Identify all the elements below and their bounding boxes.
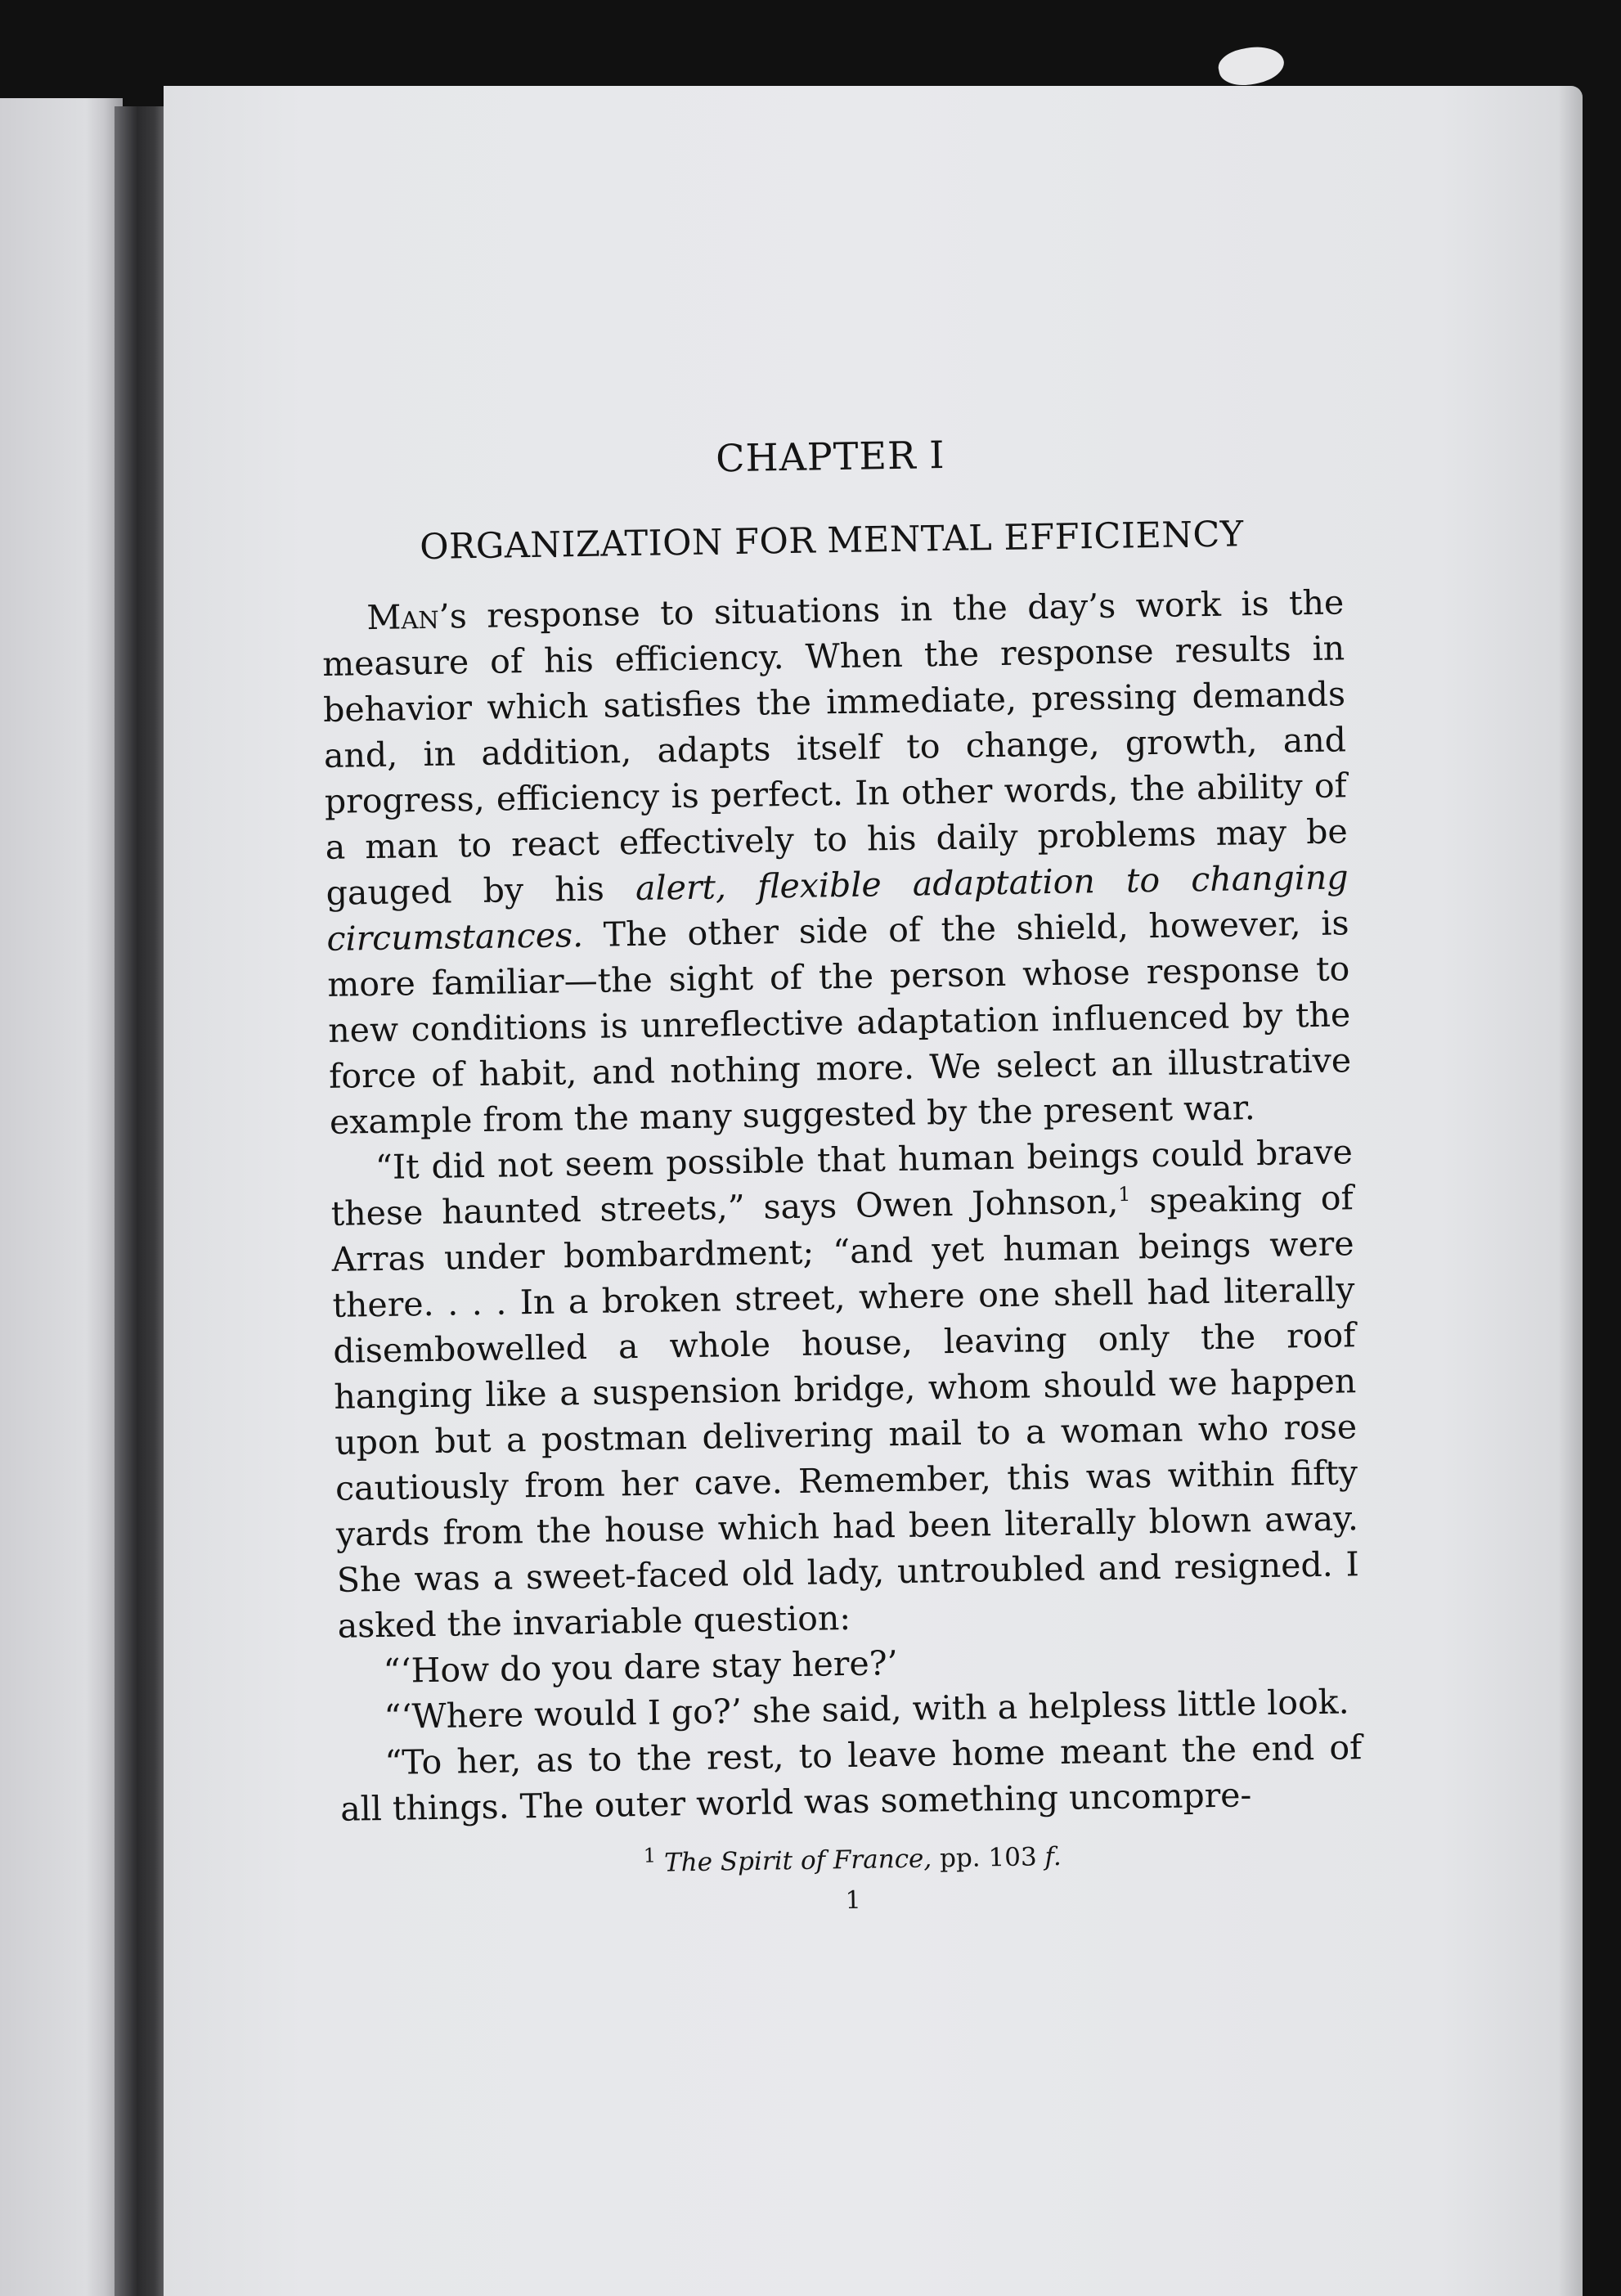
paper-fleck [1215, 41, 1287, 91]
footnote-pages: pp. 103 [931, 1842, 1045, 1874]
footnote [341, 1835, 1363, 1885]
left-page-edge [0, 98, 123, 2296]
chapter-heading: ORGANIZATION FOR MENTAL EFFICIENCY [419, 514, 1245, 568]
footnote-title: The Spirit of France, [663, 1844, 932, 1878]
paragraph-2-text-a: “It did not seem possible that human beings could brave these haunted streets,” says Owen Johnson, [330, 1132, 1354, 1233]
paragraph-3: “‘How do you dare stay here?’ [383, 1643, 899, 1691]
chapter-title: CHAPTER I [715, 432, 945, 481]
paragraph-4: “‘Where would I go?’ she said, with a helpless little look. [384, 1682, 1349, 1737]
paragraph-1-rest: The other side of the shield, however, is more familiar—the sight of the person whose response to new conditions is unreflective adaptation influenced by the force of habit, and nothing more. We select an illustrative example from the many suggested by the present war. [327, 903, 1352, 1142]
paragraph-5: “To her, as to the rest, to leave home meant the end of all things. The outer world was something uncompre- [339, 1728, 1363, 1829]
footnote-marker: 1 [643, 1844, 657, 1867]
footnote-suffix: f. [1044, 1841, 1062, 1872]
page-number: 1 [845, 1885, 861, 1916]
page-edge-shade [1558, 86, 1583, 2296]
paragraph-2 [330, 1129, 1361, 1649]
paragraph-1 [321, 579, 1352, 1145]
page-text [319, 425, 1364, 1925]
drop-word: Man [366, 596, 440, 638]
paragraph-1-emphasis: alert, flexible adaptation to changing circumstances. [326, 857, 1349, 959]
paragraph-2-text-b: speaking of Arras under bombardment; “and yet human beings were there. . . . In a broken street, where one shell had literally disembowelled a whole house, leaving only the roof hanging like a suspension bridge, whom should we happen upon but a postman delivering mail to a woman who rose cautiously from her cave. Remember, this was within fifty yards from the house which had been literally blown away. She was a sweet-faced old lady, untroubled and resigned. I asked the invariable question: [331, 1178, 1360, 1646]
paragraph-1-text: ’s response to situations in the day’s work is the measure of his efficiency. When the response results in behavior which satisfies the immediate, pressing demands and, in addition, adapts itself to change, growth, and progress, efficiency is perfect. In other words, the ability of a man to react effectively to his daily problems may be gauged by his [321, 582, 1349, 913]
footnote-ref: 1 [1117, 1182, 1131, 1206]
